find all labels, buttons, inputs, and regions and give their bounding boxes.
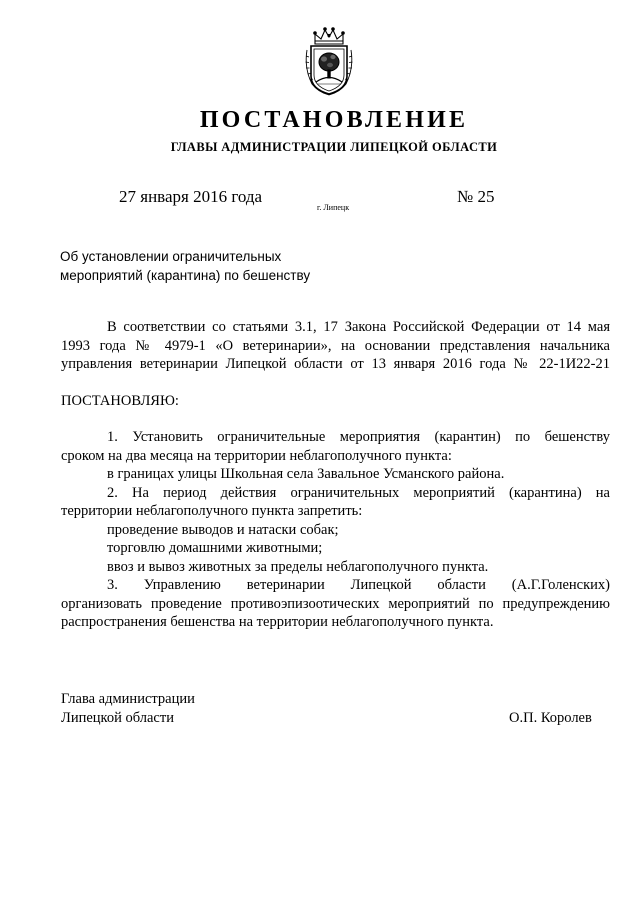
document-subject (60, 247, 360, 285)
item-line: 1. Установить ограничительные мероприятия (карантин) по бешенству (107, 429, 610, 445)
item-line: торговлю домашними животными; (107, 540, 323, 556)
item-line: территории неблагополучного пункта запретить: (61, 503, 363, 519)
document-city: г. Липецк (317, 203, 350, 212)
lipetsk-oblast-coat-of-arms-icon (302, 26, 356, 96)
preamble-line: управления ветеринарии Липецкой области от 13 января 2016 года № 22-1И22-21 (61, 356, 610, 372)
document-number: № 25 (457, 187, 495, 206)
signature-position-line: Липецкой области (61, 710, 174, 726)
decree-heading: ПОСТАНОВЛЯЮ: (61, 393, 179, 409)
item-line: организовать проведение противоэпизоотических мероприятий по предупреждению (61, 595, 610, 612)
document-title: ПОСТАНОВЛЕНИЕ (199, 107, 469, 133)
item-line: проведение выводов и натаски собак; (107, 521, 339, 538)
preamble-line: 1993 года № 4979-1 «О ветеринарии», на основании представления начальника (61, 337, 610, 354)
signature-position (61, 690, 195, 728)
signer-name: О.П. Королев (509, 710, 592, 726)
item-line: 3. Управлению ветеринарии Липецкой области (А.Г.Голенских) (107, 577, 610, 593)
subject-line: Об установлении ограничительных (60, 249, 282, 264)
subject-line: мероприятий (карантина) по бешенству (60, 268, 311, 283)
item-line: в границах улицы Школьная села Завальное Усманского района. (107, 466, 505, 482)
signature-position-line: Глава администрации (61, 691, 195, 707)
decree-items (61, 428, 610, 632)
preamble-line: В соответствии со статьями 3.1, 17 Закона Российской Федерации от 14 мая (107, 319, 610, 335)
item-line: ввоз и вывоз животных за пределы неблагополучного пункта. (107, 558, 489, 575)
item-line: распространения бешенства на территории неблагополучного пункта. (61, 614, 494, 630)
preamble-paragraph (61, 318, 610, 374)
item-line: сроком на два месяца на территории неблагополучного пункта: (61, 447, 452, 464)
document-date: 27 января 2016 года (119, 187, 263, 206)
document-subtitle: ГЛАВЫ АДМИНИСТРАЦИИ ЛИПЕЦКОЙ ОБЛАСТИ (170, 140, 498, 154)
item-line: 2. На период действия ограничительных мероприятий (карантина) на (107, 484, 610, 501)
